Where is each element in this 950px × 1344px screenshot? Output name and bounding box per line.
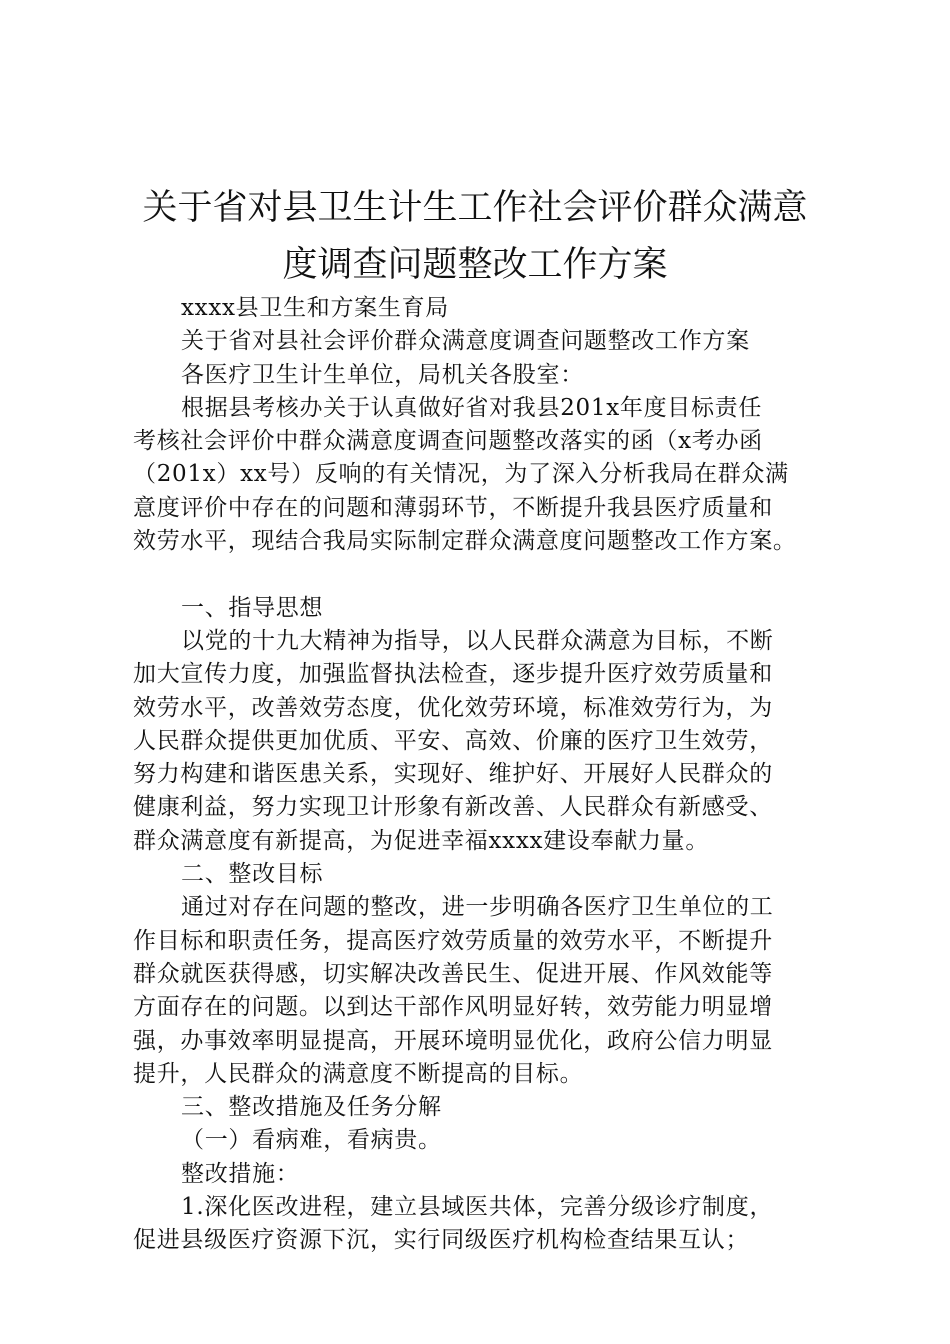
section2-line: 作目标和职责任务，提高医疗效劳质量的效劳水平，不断提升 bbox=[133, 927, 773, 954]
section3-subheading: （一）看病难，看病贵。 bbox=[181, 1127, 442, 1154]
recipients-line: 各医疗卫生计生单位，局机关各股室： bbox=[181, 361, 584, 388]
section2-line: 群众就医获得感，切实解决改善民生、促进开展、作风效能等 bbox=[133, 960, 773, 987]
section1-line: 健康利益，努力实现卫计形象有新改善、人民群众有新感受、 bbox=[133, 794, 773, 821]
subtitle-line: 关于省对县社会评价群众满意度调查问题整改工作方案 bbox=[181, 328, 750, 355]
section1-line: 群众满意度有新提高，为促进幸福xxxx建设奉献力量。 bbox=[133, 827, 710, 854]
intro-line: 根据县考核办关于认真做好省对我县201x年度目标责任 bbox=[181, 394, 763, 421]
section1-line: 加大宣传力度，加强监督执法检查，逐步提升医疗效劳质量和 bbox=[133, 661, 773, 688]
section2-line: 方面存在的问题。以到达干部作风明显好转，效劳能力明显增 bbox=[133, 994, 773, 1021]
section1-line: 人民群众提供更加优质、平安、高效、价廉的医疗卫生效劳， bbox=[133, 727, 773, 754]
section1-heading: 一、指导思想 bbox=[181, 594, 324, 621]
section3-line: 1.深化医改进程，建立县域医共体，完善分级诊疗制度， bbox=[181, 1194, 774, 1221]
section1-line: 以党的十九大精神为指导，以人民群众满意为目标，不断 bbox=[181, 627, 774, 654]
intro-line: 效劳水平，现结合我局实际制定群众满意度问题整改工作方案。 bbox=[133, 528, 797, 555]
document-title-line-1: 关于省对县卫生计生工作社会评价群众满意 bbox=[142, 188, 808, 228]
section3-line: 促进县级医疗资源下沉，实行同级医疗机构检查结果互认； bbox=[133, 1227, 750, 1254]
intro-line: 意度评价中存在的问题和薄弱环节，不断提升我县医疗质量和 bbox=[133, 494, 773, 521]
section2-line: 通过对存在问题的整改，进一步明确各医疗卫生单位的工 bbox=[181, 894, 774, 921]
section3-measures-label: 整改措施： bbox=[181, 1160, 300, 1187]
section3-heading: 三、整改措施及任务分解 bbox=[181, 1094, 442, 1121]
document-title-line-2: 度调查问题整改工作方案 bbox=[282, 245, 668, 285]
issuer-line: xxxx县卫生和方案生育局 bbox=[181, 295, 449, 321]
section1-line: 努力构建和谐医患关系，实现好、维护好、开展好人民群众的 bbox=[133, 761, 773, 788]
section2-heading: 二、整改目标 bbox=[181, 861, 324, 888]
paragraph-gap bbox=[133, 558, 833, 591]
intro-line: 考核社会评价中群众满意度调查问题整改落实的函（x考办函 bbox=[133, 428, 763, 455]
section2-line: 提升，人民群众的满意度不断提高的目标。 bbox=[133, 1060, 584, 1087]
document-body bbox=[133, 292, 833, 1258]
section2-line: 强，办事效率明显提高，开展环境明显优化，政府公信力明显 bbox=[133, 1027, 773, 1054]
intro-line: （201x）xx号）反响的有关情况，为了深入分析我局在群众满 bbox=[133, 461, 789, 488]
section1-line: 效劳水平，改善效劳态度，优化效劳环境，标准效劳行为，为 bbox=[133, 694, 773, 721]
